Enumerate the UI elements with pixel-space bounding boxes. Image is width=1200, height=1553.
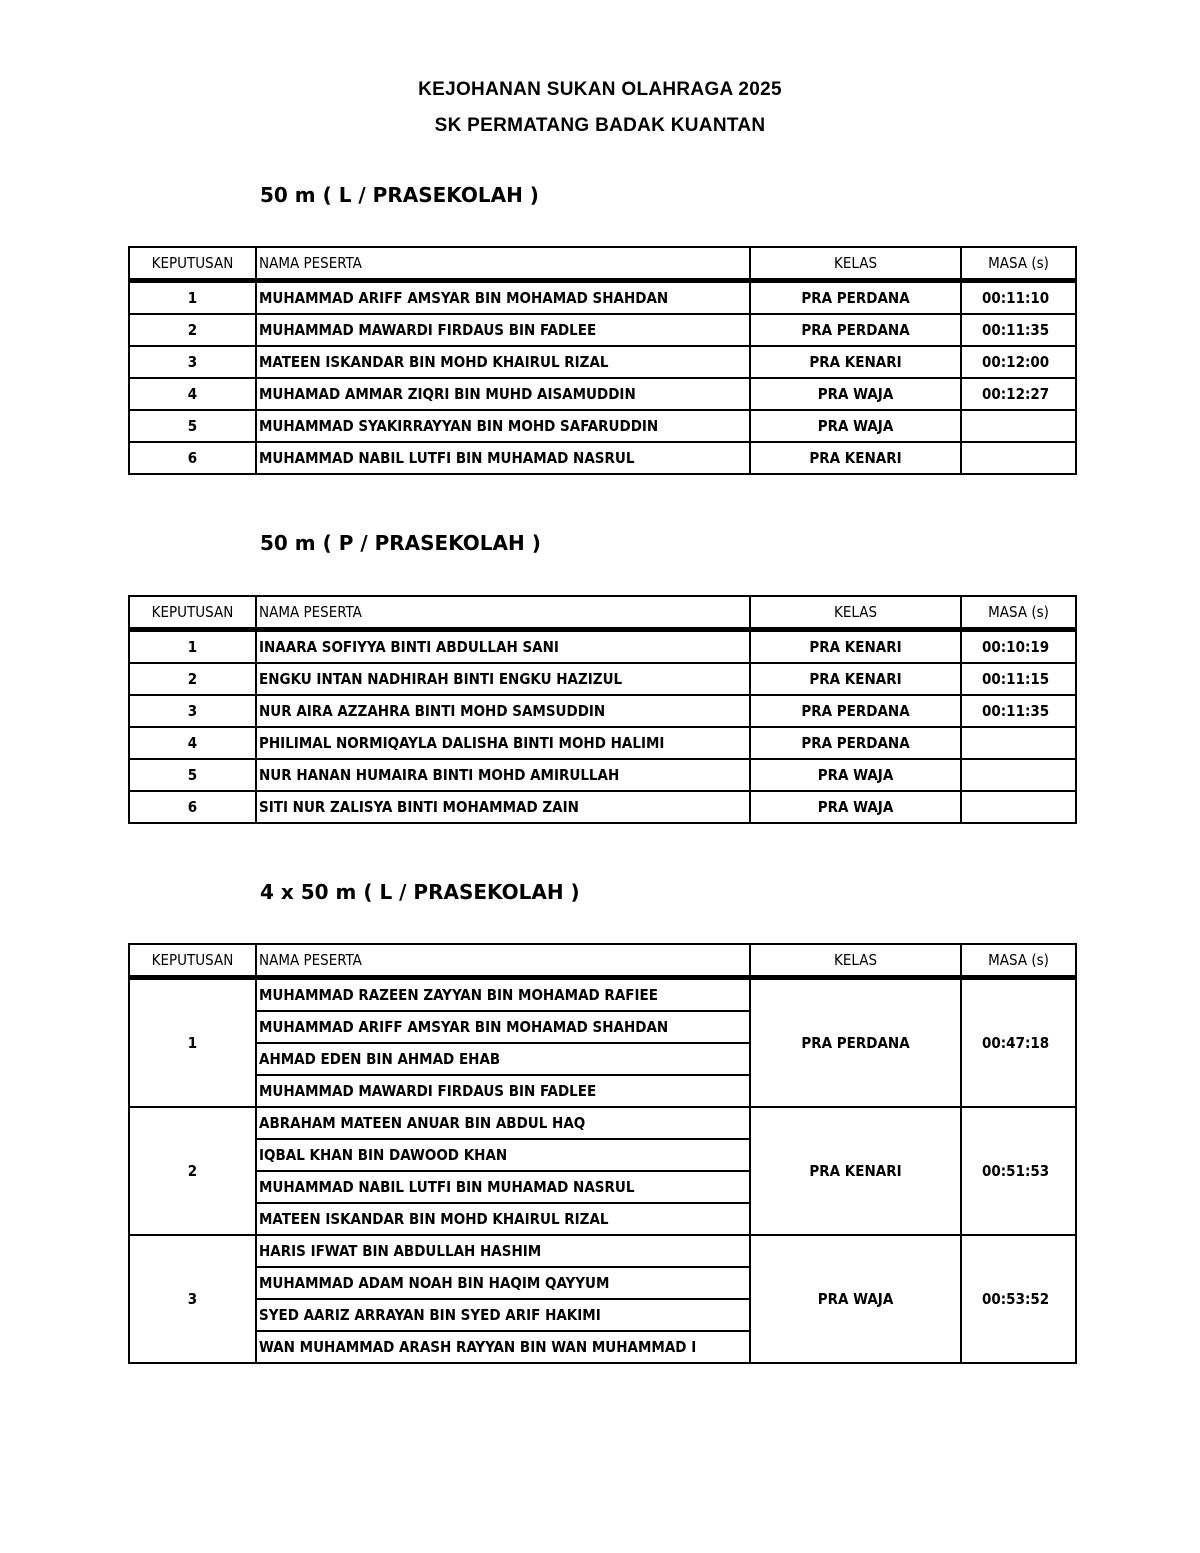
table-row xyxy=(129,791,1076,823)
rank-cell: 1 xyxy=(129,281,256,315)
participant-name: SITI NUR ZALISYA BINTI MOHAMMAD ZAIN xyxy=(256,791,750,823)
time-cell: 00:10:19 xyxy=(961,630,1076,664)
class-cell: PRA KENARI xyxy=(750,663,961,695)
table-row xyxy=(129,630,1076,664)
class-cell: PRA PERDANA xyxy=(750,314,961,346)
column-header-keputusan: KEPUTUSAN xyxy=(129,247,256,281)
table-row xyxy=(129,410,1076,442)
class-cell: PRA WAJA xyxy=(750,759,961,791)
team-member-name: WAN MUHAMMAD ARASH RAYYAN BIN WAN MUHAMMAD I xyxy=(256,1331,750,1363)
table-row xyxy=(129,1107,1076,1139)
table-row xyxy=(129,663,1076,695)
column-header-nama: NAMA PESERTA xyxy=(256,596,750,630)
participant-name: NUR AIRA AZZAHRA BINTI MOHD SAMSUDDIN xyxy=(256,695,750,727)
column-header-kelas: KELAS xyxy=(750,944,961,978)
time-cell xyxy=(961,791,1076,823)
table-row xyxy=(129,727,1076,759)
time-cell xyxy=(961,727,1076,759)
rank-cell: 2 xyxy=(129,1107,256,1235)
school-name: SK PERMATANG BADAK KUANTAN xyxy=(434,115,766,136)
team-member-name: MUHAMMAD RAZEEN ZAYYAN BIN MOHAMAD RAFIEE xyxy=(256,978,750,1012)
results-table-relay-boys xyxy=(128,943,1077,1364)
time-cell: 00:11:35 xyxy=(961,695,1076,727)
table-row xyxy=(129,378,1076,410)
column-header-nama: NAMA PESERTA xyxy=(256,944,750,978)
class-cell: PRA KENARI xyxy=(750,346,961,378)
class-cell: PRA PERDANA xyxy=(750,727,961,759)
class-cell: PRA WAJA xyxy=(750,1235,961,1363)
time-cell xyxy=(961,759,1076,791)
team-member-name: AHMAD EDEN BIN AHMAD EHAB xyxy=(256,1043,750,1075)
time-cell: 00:11:35 xyxy=(961,314,1076,346)
class-cell: PRA KENARI xyxy=(750,442,961,474)
column-header-keputusan: KEPUTUSAN xyxy=(129,944,256,978)
class-cell: PRA WAJA xyxy=(750,410,961,442)
rank-cell: 6 xyxy=(129,791,256,823)
table-header-row xyxy=(129,247,1076,281)
time-cell xyxy=(961,442,1076,474)
participant-name: MUHAMMAD ARIFF AMSYAR BIN MOHAMAD SHAHDAN xyxy=(256,281,750,315)
results-table-50m-boys xyxy=(128,246,1077,475)
time-cell: 00:11:10 xyxy=(961,281,1076,315)
class-cell: PRA PERDANA xyxy=(750,695,961,727)
team-member-name: MUHAMMAD ARIFF AMSYAR BIN MOHAMAD SHAHDAN xyxy=(256,1011,750,1043)
section-title-relay-boys: 4 x 50 m ( L / PRASEKOLAH ) xyxy=(260,880,580,904)
time-cell: 00:53:52 xyxy=(961,1235,1076,1363)
class-cell: PRA WAJA xyxy=(750,378,961,410)
column-header-masa: MASA (s) xyxy=(961,596,1076,630)
team-member-name: SYED AARIZ ARRAYAN BIN SYED ARIF HAKIMI xyxy=(256,1299,750,1331)
column-header-keputusan: KEPUTUSAN xyxy=(129,596,256,630)
team-member-name: MATEEN ISKANDAR BIN MOHD KHAIRUL RIZAL xyxy=(256,1203,750,1235)
class-cell: PRA WAJA xyxy=(750,791,961,823)
rank-cell: 5 xyxy=(129,410,256,442)
time-cell: 00:12:00 xyxy=(961,346,1076,378)
time-cell: 00:51:53 xyxy=(961,1107,1076,1235)
rank-cell: 3 xyxy=(129,1235,256,1363)
class-cell: PRA KENARI xyxy=(750,1107,961,1235)
table-row xyxy=(129,281,1076,315)
table-row xyxy=(129,442,1076,474)
table-row xyxy=(129,314,1076,346)
time-cell: 00:47:18 xyxy=(961,978,1076,1108)
column-header-kelas: KELAS xyxy=(750,596,961,630)
column-header-kelas: KELAS xyxy=(750,247,961,281)
rank-cell: 1 xyxy=(129,630,256,664)
rank-cell: 2 xyxy=(129,663,256,695)
results-table-50m-girls xyxy=(128,595,1077,824)
table-row xyxy=(129,346,1076,378)
team-member-name: ABRAHAM MATEEN ANUAR BIN ABDUL HAQ xyxy=(256,1107,750,1139)
participant-name: MUHAMMAD SYAKIRRAYYAN BIN MOHD SAFARUDDIN xyxy=(256,410,750,442)
table-header-row xyxy=(129,944,1076,978)
section-title-50m-girls: 50 m ( P / PRASEKOLAH ) xyxy=(260,531,541,555)
team-member-name: HARIS IFWAT BIN ABDULLAH HASHIM xyxy=(256,1235,750,1267)
column-header-nama: NAMA PESERTA xyxy=(256,247,750,281)
table-row xyxy=(129,978,1076,1012)
participant-name: INAARA SOFIYYA BINTI ABDULLAH SANI xyxy=(256,630,750,664)
participant-name: NUR HANAN HUMAIRA BINTI MOHD AMIRULLAH xyxy=(256,759,750,791)
rank-cell: 5 xyxy=(129,759,256,791)
time-cell xyxy=(961,410,1076,442)
participant-name: PHILIMAL NORMIQAYLA DALISHA BINTI MOHD HALIMI xyxy=(256,727,750,759)
team-member-name: MUHAMMAD ADAM NOAH BIN HAQIM QAYYUM xyxy=(256,1267,750,1299)
table-row xyxy=(129,1235,1076,1267)
rank-cell: 4 xyxy=(129,727,256,759)
time-cell: 00:12:27 xyxy=(961,378,1076,410)
team-member-name: MUHAMMAD NABIL LUTFI BIN MUHAMAD NASRUL xyxy=(256,1171,750,1203)
rank-cell: 3 xyxy=(129,695,256,727)
class-cell: PRA KENARI xyxy=(750,630,961,664)
table-header-row xyxy=(129,596,1076,630)
class-cell: PRA PERDANA xyxy=(750,978,961,1108)
rank-cell: 3 xyxy=(129,346,256,378)
participant-name: MUHAMMAD MAWARDI FIRDAUS BIN FADLEE xyxy=(256,314,750,346)
column-header-masa: MASA (s) xyxy=(961,247,1076,281)
rank-cell: 2 xyxy=(129,314,256,346)
document-title: KEJOHANAN SUKAN OLAHRAGA 2025 xyxy=(418,79,782,100)
section-title-50m-boys: 50 m ( L / PRASEKOLAH ) xyxy=(260,183,539,207)
participant-name: ENGKU INTAN NADHIRAH BINTI ENGKU HAZIZUL xyxy=(256,663,750,695)
participant-name: MUHAMAD AMMAR ZIQRI BIN MUHD AISAMUDDIN xyxy=(256,378,750,410)
time-cell: 00:11:15 xyxy=(961,663,1076,695)
table-row xyxy=(129,759,1076,791)
rank-cell: 6 xyxy=(129,442,256,474)
team-member-name: MUHAMMAD MAWARDI FIRDAUS BIN FADLEE xyxy=(256,1075,750,1107)
class-cell: PRA PERDANA xyxy=(750,281,961,315)
team-member-name: IQBAL KHAN BIN DAWOOD KHAN xyxy=(256,1139,750,1171)
participant-name: MATEEN ISKANDAR BIN MOHD KHAIRUL RIZAL xyxy=(256,346,750,378)
rank-cell: 4 xyxy=(129,378,256,410)
table-row xyxy=(129,695,1076,727)
rank-cell: 1 xyxy=(129,978,256,1108)
column-header-masa: MASA (s) xyxy=(961,944,1076,978)
participant-name: MUHAMMAD NABIL LUTFI BIN MUHAMAD NASRUL xyxy=(256,442,750,474)
